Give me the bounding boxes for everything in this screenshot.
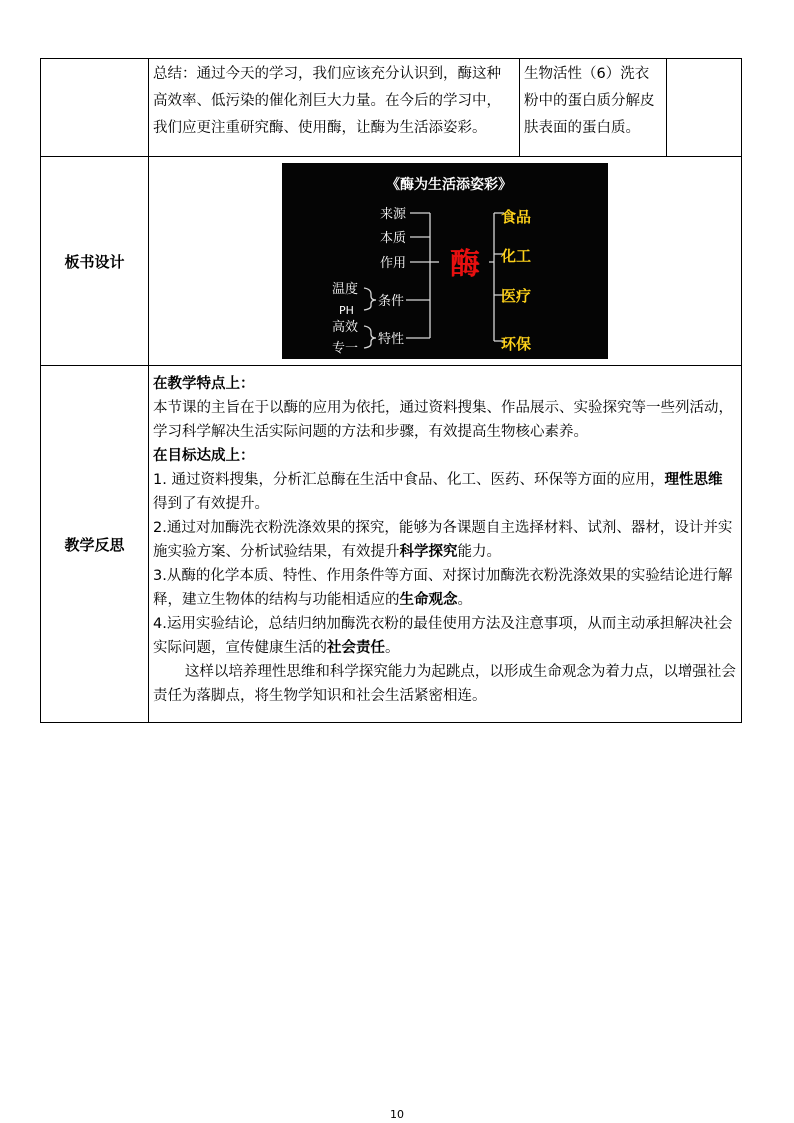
board-application-item: 环保 (501, 335, 532, 353)
board-application-item: 食品 (501, 208, 532, 226)
board-design-header: 板书设计 (41, 157, 149, 366)
closing-paragraph: 这样以培养理性思维和科学探究能力为起跳点，以形成生命观念为着力点，以增强社会责任为落脚点，将生物学知识和社会生活紧密相连。 (153, 664, 736, 704)
board-design-row (41, 157, 742, 366)
reflection-header: 教学反思 (41, 366, 149, 723)
board-diagram-image (282, 163, 608, 359)
board-application-item: 化工 (501, 247, 532, 265)
summary-row (41, 59, 742, 157)
board-title: 《酶为生活添姿彩》 (386, 177, 512, 193)
goal-item: 1. 通过资料搜集，分析汇总酶在生活中食品、化工、医药、环保等方面的应用，理性思维得到了有效提升。 (153, 472, 723, 512)
reflection-content (149, 366, 741, 722)
board-condition-item: 温度 (332, 282, 359, 297)
board-property-label: 特性 (378, 332, 405, 347)
student-activity-cell (520, 59, 667, 157)
board-left-item: 来源 (380, 207, 407, 222)
board-left-item: 本质 (380, 231, 407, 246)
reflection-row (41, 366, 742, 723)
section-title-goals: 在目标达成上： (153, 448, 255, 464)
summary-text: 总结：通过今天的学习，我们应该充分认识到，酶这种高效率、低污染的催化剂巨大力量。在今后的学习中，我们应更注重研究酶、使用酶，让酶为生活添姿彩。 (153, 66, 501, 136)
student-activity-text: 生物活性（6）洗衣粉中的蛋白质分解皮肤表面的蛋白质。 (524, 66, 655, 136)
board-left-item: 作用 (380, 256, 407, 271)
goal-item: 2.通过对加酶洗衣粉洗涤效果的探究，能够为各课题自主选择材料、试剂、器材，设计并实施实验方案、分析试验结果，有效提升科学探究能力。 (153, 520, 733, 560)
board-property-item: 高效 (332, 320, 359, 335)
summary-text-cell (149, 59, 520, 157)
board-condition-label: 条件 (378, 294, 405, 309)
section-text-features: 本节课的主旨在于以酶的应用为依托，通过资料搜集、作品展示、实验探究等一些列活动，学习科学解决生活实际问题的方法和步骤，有效提高生物核心素养。 (153, 400, 733, 440)
reflection-cell (149, 366, 742, 723)
summary-empty-cell (41, 59, 149, 157)
goal-item: 3.从酶的化学本质、特性、作用条件等方面、对探讨加酶洗衣粉洗涤效果的实验结论进行解释，建立生物体的结构与功能相适应的生命观念。 (153, 568, 733, 608)
board-condition-item: PH (339, 304, 354, 317)
board-design-cell (149, 157, 742, 366)
design-intent-cell (667, 59, 742, 157)
page-number: 10 (390, 1108, 404, 1121)
board-property-item: 专一 (332, 341, 359, 356)
section-title-features: 在教学特点上： (153, 376, 255, 392)
board-application-item: 医疗 (501, 287, 532, 305)
board-center-char: 酶 (450, 247, 480, 282)
lesson-plan-table (40, 58, 742, 723)
goal-item: 4.运用实验结论，总结归纳加酶洗衣粉的最佳使用方法及注意事项，从而主动承担解决社会实际问题，宣传健康生活的社会责任。 (153, 616, 733, 656)
design-intent-text (667, 59, 741, 61)
